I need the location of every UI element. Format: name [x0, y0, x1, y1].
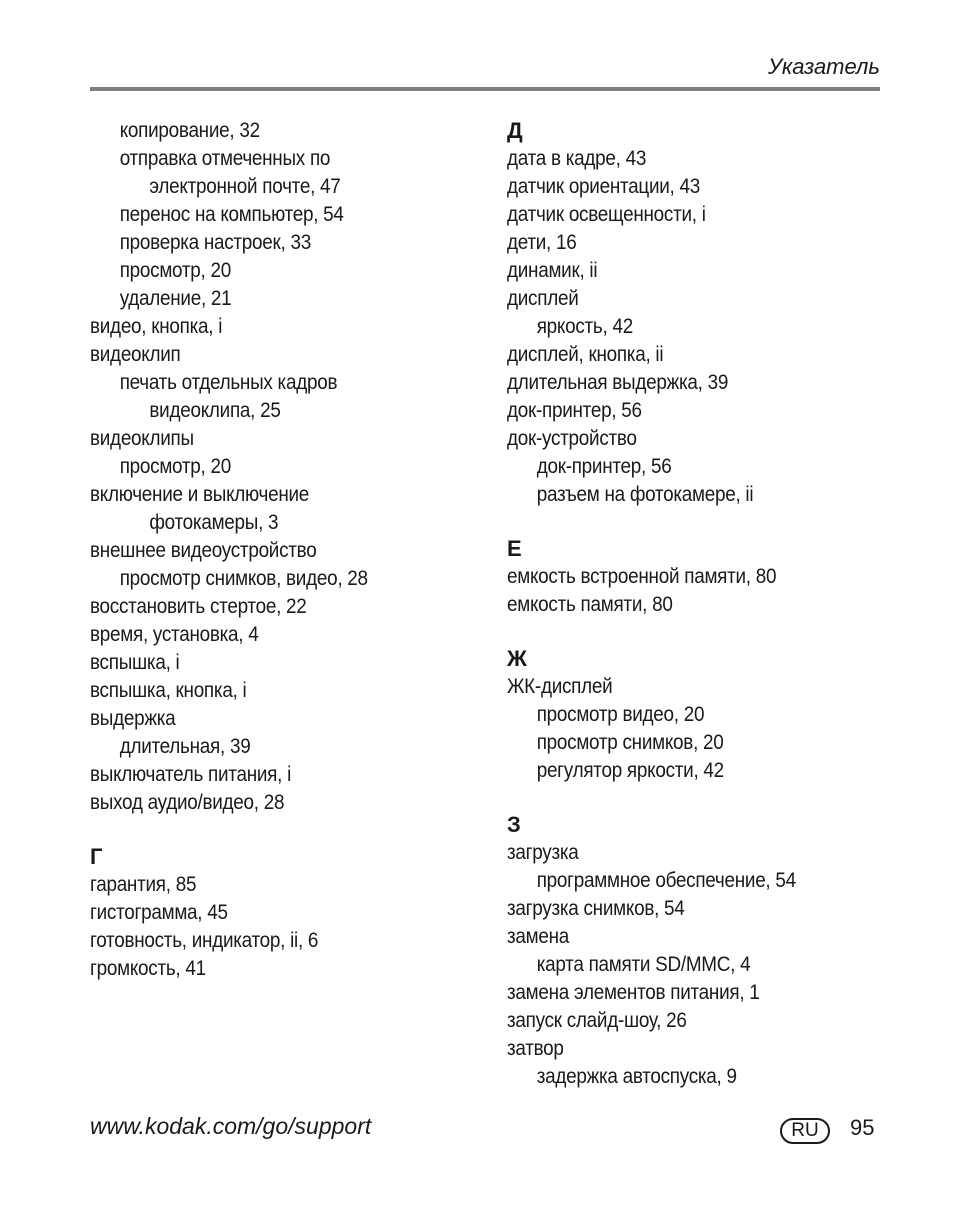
index-entry: вспышка, кнопка, i: [90, 679, 247, 702]
index-subentry: перенос на компьютер, 54: [119, 203, 344, 226]
section-gap: [507, 509, 897, 535]
page-header-title: Указатель: [768, 54, 880, 79]
index-subentry: док-принтер, 56: [536, 455, 672, 478]
index-entry: док-устройство: [507, 427, 637, 450]
language-badge: RU: [780, 1118, 830, 1144]
index-subentry: печать отдельных кадров: [119, 371, 338, 394]
index-letter-heading: Г: [90, 844, 103, 869]
index-subentry: длительная, 39: [119, 735, 251, 758]
index-entry: емкость встроенной памяти, 80: [507, 565, 777, 588]
index-subentry: просмотр, 20: [119, 455, 231, 478]
page-number: 95: [850, 1115, 875, 1140]
section-gap: [507, 619, 897, 645]
index-letter-heading: З: [507, 812, 521, 837]
index-entry: динамик, ii: [507, 259, 598, 282]
header-rule: [90, 87, 880, 91]
index-entry: дисплей: [507, 287, 579, 310]
index-entry: емкость памяти, 80: [507, 593, 673, 616]
index-entry: запуск слайд-шоу, 26: [507, 1009, 687, 1032]
index-entry: дата в кадре, 43: [507, 147, 647, 170]
index-subentry: видеоклипа, 25: [149, 399, 281, 422]
index-entry: громкость, 41: [90, 957, 206, 980]
index-entry: загрузка: [507, 841, 579, 864]
index-subentry: просмотр, 20: [119, 259, 231, 282]
index-entry: выключатель питания, i: [90, 763, 292, 786]
index-entry: затвор: [507, 1037, 564, 1060]
index-column-right: [507, 117, 897, 1091]
index-letter-heading: Д: [507, 118, 523, 143]
index-entry: вспышка, i: [90, 651, 180, 674]
index-subentry: разъем на фотокамере, ii: [536, 483, 754, 506]
index-entry: выход аудио/видео, 28: [90, 791, 285, 814]
index-subentry: программное обеспечение, 54: [536, 869, 796, 892]
index-subentry: фотокамеры, 3: [149, 511, 279, 534]
section-gap: [90, 817, 480, 843]
index-entry: готовность, индикатор, ii, 6: [90, 929, 319, 952]
index-subentry: яркость, 42: [536, 315, 633, 338]
index-entry: датчик освещенности, i: [507, 203, 706, 226]
index-entry: ЖК-дисплей: [507, 675, 613, 698]
index-entry: док-принтер, 56: [507, 399, 642, 422]
index-entry: восстановить стертое, 22: [90, 595, 307, 618]
footer-url: www.kodak.com/go/support: [90, 1113, 372, 1139]
index-subentry: электронной почте, 47: [149, 175, 341, 198]
index-entry: загрузка снимков, 54: [507, 897, 685, 920]
index-entry: время, установка, 4: [90, 623, 259, 646]
index-letter-heading: Ж: [507, 646, 527, 671]
index-subentry: удаление, 21: [119, 287, 232, 310]
index-entry: внешнее видеоустройство: [90, 539, 317, 562]
index-entry: длительная выдержка, 39: [507, 371, 729, 394]
index-letter-heading: Е: [507, 536, 522, 561]
index-subentry: отправка отмеченных по: [119, 147, 331, 170]
index-entry: видеоклипы: [90, 427, 194, 450]
index-subentry: карта памяти SD/MMC, 4: [536, 953, 751, 976]
section-gap: [507, 785, 897, 811]
index-column-left: [90, 117, 480, 983]
index-subentry: просмотр видео, 20: [536, 703, 705, 726]
index-subentry: регулятор яркости, 42: [536, 759, 724, 782]
index-entry: датчик ориентации, 43: [507, 175, 700, 198]
index-entry: выдержка: [90, 707, 176, 730]
index-subentry: копирование, 32: [119, 119, 260, 142]
index-entry: видеоклип: [90, 343, 181, 366]
index-subentry: проверка настроек, 33: [119, 231, 311, 254]
index-entry: гарантия, 85: [90, 873, 197, 896]
index-entry: дисплей, кнопка, ii: [507, 343, 664, 366]
index-entry: замена: [507, 925, 570, 948]
index-subentry: задержка автоспуска, 9: [536, 1065, 737, 1088]
index-entry: включение и выключение: [90, 483, 310, 506]
index-subentry: просмотр снимков, 20: [536, 731, 724, 754]
index-entry: видео, кнопка, i: [90, 315, 223, 338]
index-entry: гистограмма, 45: [90, 901, 228, 924]
index-entry: дети, 16: [507, 231, 577, 254]
index-entry: замена элементов питания, 1: [507, 981, 760, 1004]
index-subentry: просмотр снимков, видео, 28: [119, 567, 368, 590]
